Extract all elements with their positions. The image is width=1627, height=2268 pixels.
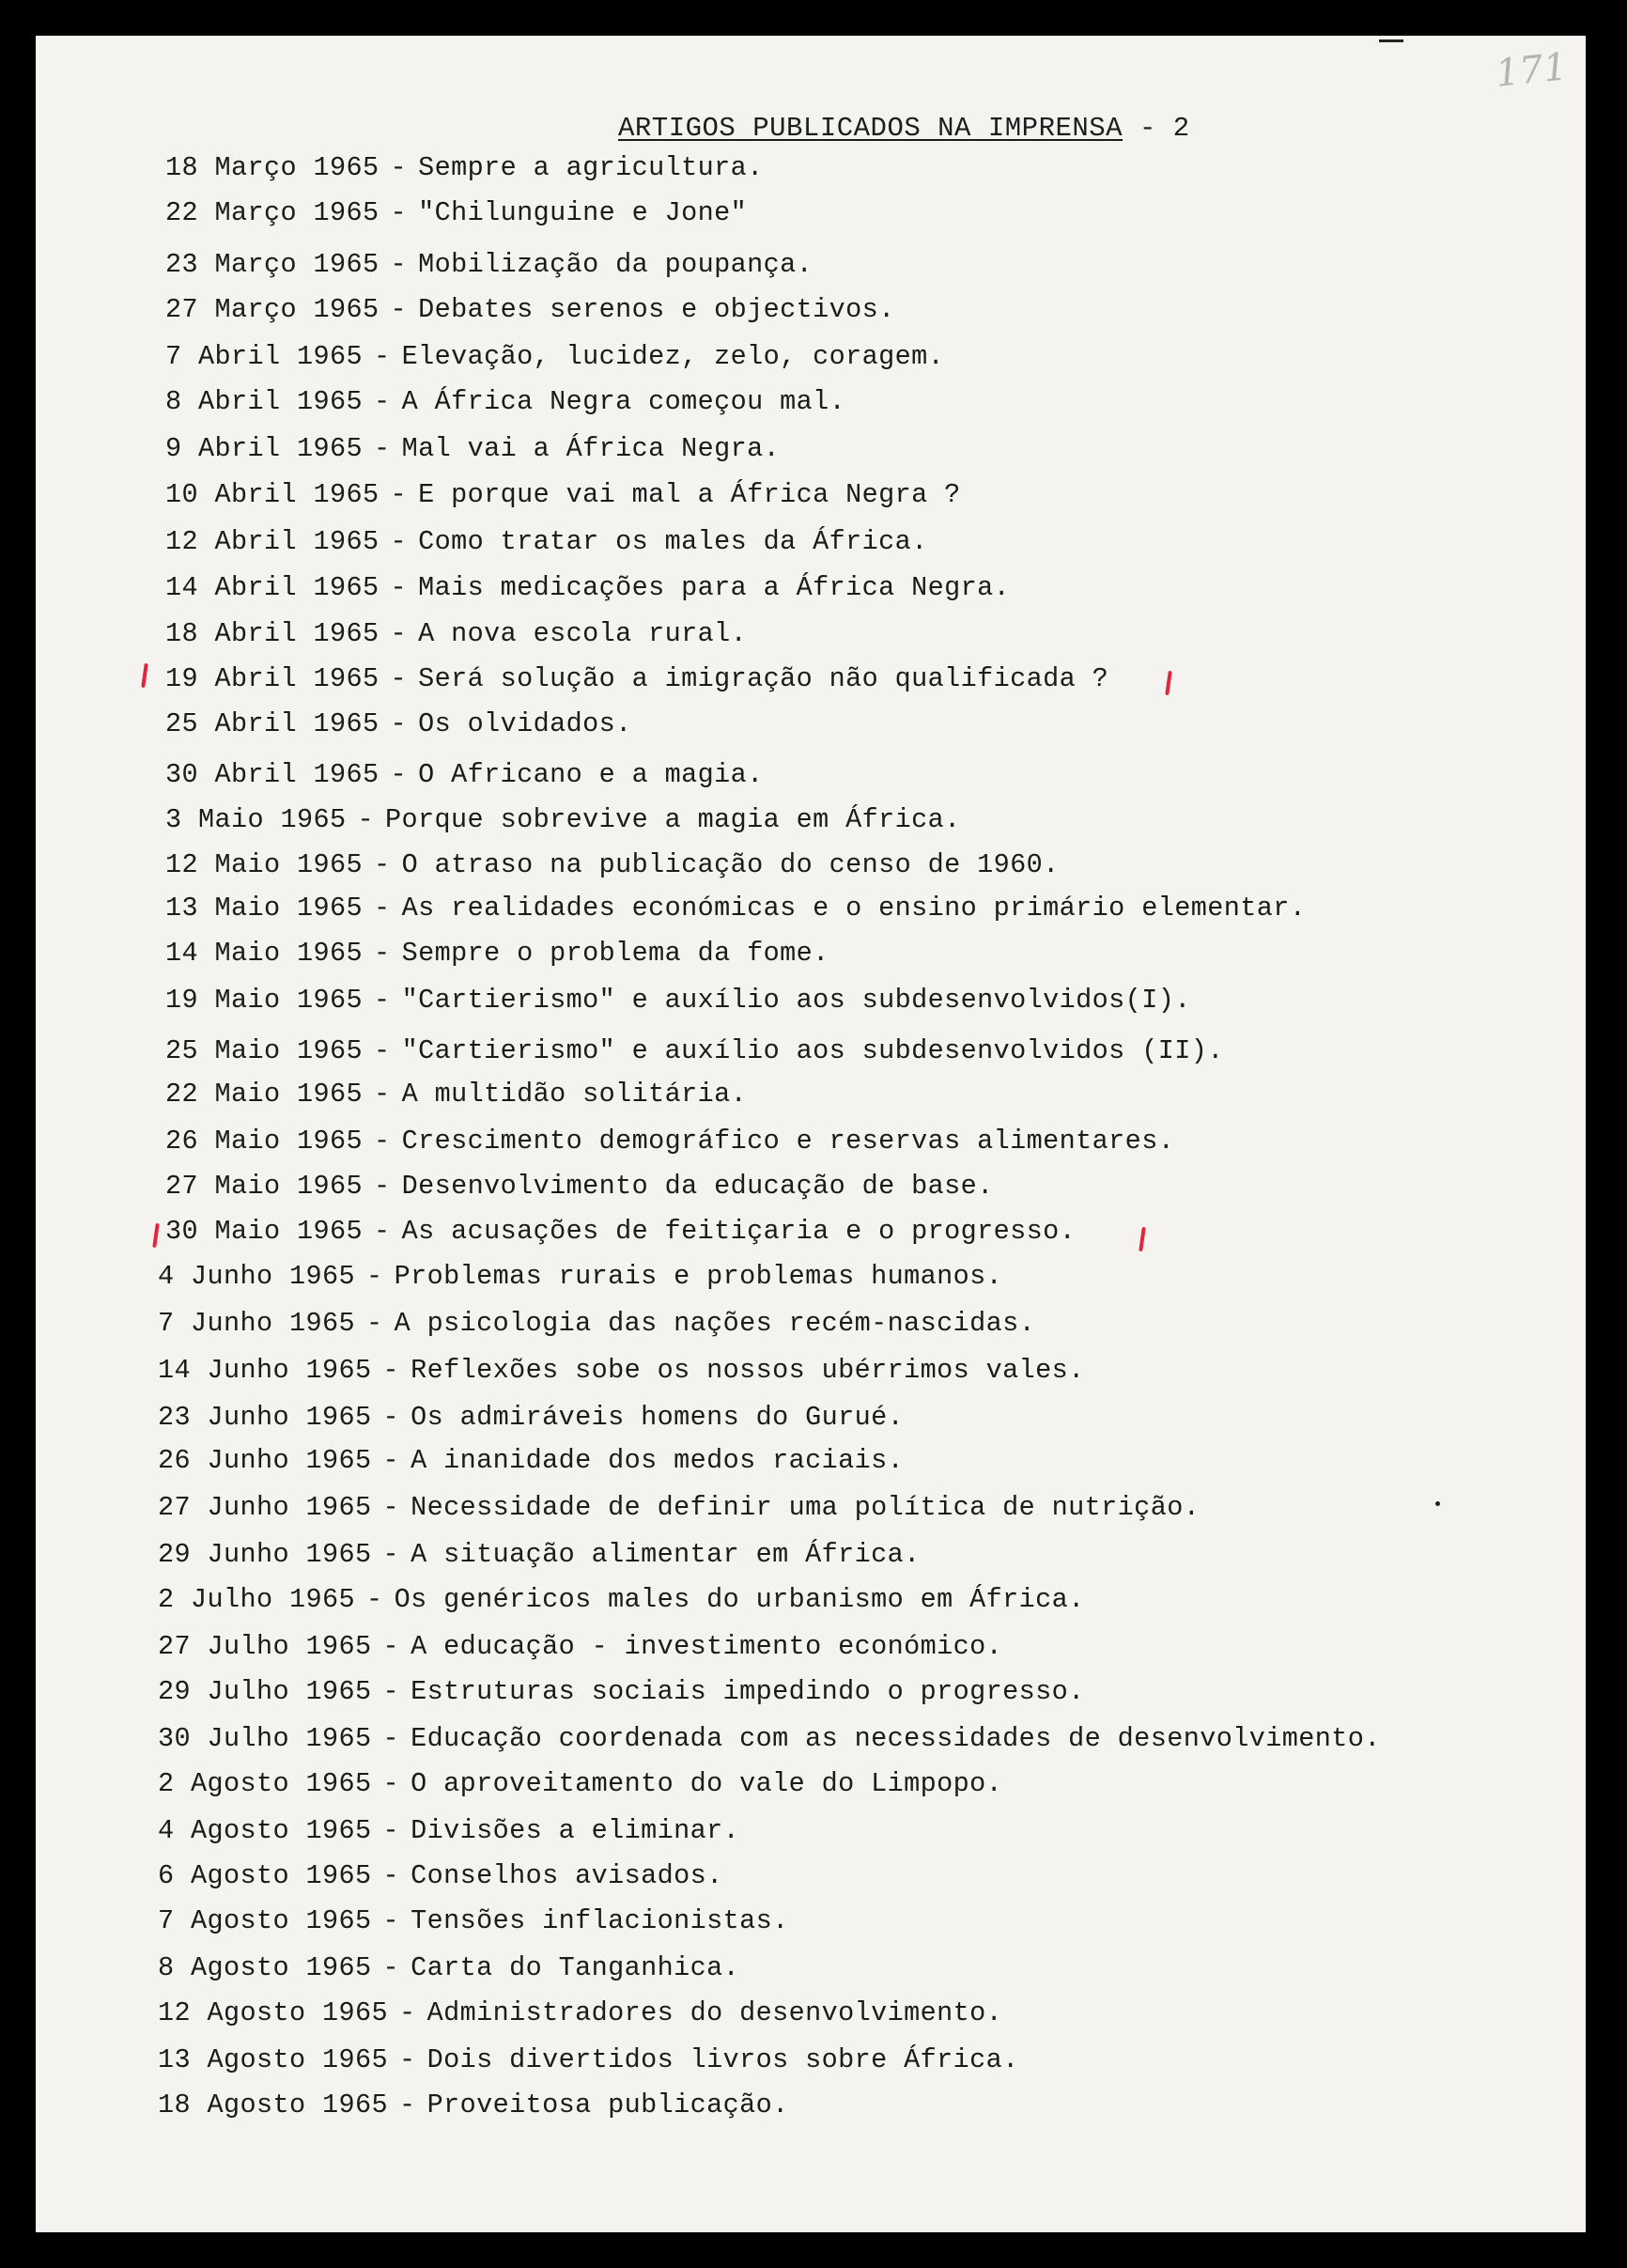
entry-title: Estruturas sociais impedindo o progresso. [411,1676,1085,1707]
entry-date: 7 Junho 1965 [158,1308,356,1339]
list-item [165,1216,1076,1247]
list-item [158,1631,1002,1662]
entry-date: 7 Abril 1965 [165,341,364,372]
entry-date: 2 Agosto 1965 [158,1768,372,1799]
entry-date: 8 Abril 1965 [165,386,364,417]
entry-date: 13 Agosto 1965 [158,2044,389,2075]
list-item [165,197,747,228]
entry-title: Mais medicações para a África Negra. [418,572,1011,603]
entry-date: 27 Março 1965 [165,294,380,325]
entry-date: 26 Junho 1965 [158,1445,372,1476]
entry-date: 14 Abril 1965 [165,572,380,603]
entry-date: 18 Abril 1965 [165,618,380,649]
entry-separator: - [357,804,375,835]
entry-separator: - [382,1860,400,1891]
list-item [158,2089,789,2120]
entry-title: Será solução a imigração não qualificada ? [418,663,1109,694]
entry-separator: - [390,759,408,790]
entry-separator: - [390,572,408,603]
entry-date: 4 Agosto 1965 [158,1815,372,1846]
list-item [165,1171,994,1202]
entry-date: 8 Agosto 1965 [158,1952,372,1983]
entry-title: Sempre a agricultura. [418,152,764,183]
entry-separator: - [390,294,408,325]
list-item [165,663,1108,694]
entry-date: 2 Julho 1965 [158,1584,356,1615]
document-title-suffix: - 2 [1139,113,1190,144]
list-item [165,708,632,739]
entry-separator: - [382,1402,400,1433]
entry-date: 19 Abril 1965 [165,663,380,694]
entry-date: 18 Agosto 1965 [158,2089,389,2120]
entry-title: Os genéricos males do urbanismo em África. [394,1584,1085,1615]
entry-title: Tensões inflacionistas. [411,1905,789,1936]
entry-date: 30 Julho 1965 [158,1723,372,1754]
entry-date: 9 Abril 1965 [165,433,364,464]
entry-title: "Cartierismo" e auxílio aos subdesenvolvidos (II). [401,1035,1224,1066]
entry-date: 30 Maio 1965 [165,1216,364,1247]
entry-separator: - [374,1171,391,1202]
entry-separator: - [382,1723,400,1754]
entry-title: Reflexões sobe os nossos ubérrimos vales. [411,1355,1085,1386]
entry-title: Divisões a eliminar. [411,1815,740,1846]
entry-separator: - [390,479,408,510]
entry-date: 7 Agosto 1965 [158,1905,372,1936]
list-item [165,1079,747,1110]
entry-separator: - [366,1308,383,1339]
entry-title: Os admiráveis homens do Gurué. [411,1402,905,1433]
entry-separator: - [374,938,391,969]
entry-title: A África Negra começou mal. [401,386,846,417]
entry-date: 26 Maio 1965 [165,1126,364,1157]
entry-date: 12 Abril 1965 [165,526,380,557]
entry-separator: - [374,386,391,417]
entry-date: 10 Abril 1965 [165,479,380,510]
entry-title: Proveitosa publicação. [426,2089,789,2120]
entry-title: Necessidade de definir uma política de nutrição. [411,1492,1201,1523]
entry-separator: - [390,152,408,183]
entry-title: Educação coordenada com as necessidades de desenvolvimento. [411,1723,1381,1754]
entry-date: 29 Julho 1965 [158,1676,372,1707]
entry-date: 27 Julho 1965 [158,1631,372,1662]
document-page [36,36,1586,2232]
entry-separator: - [399,2089,416,2120]
entry-title: A situação alimentar em África. [411,1539,921,1570]
entry-separator: - [374,433,391,464]
entry-title: A multidão solitária. [401,1079,748,1110]
list-item [165,479,961,510]
entry-separator: - [399,2044,416,2075]
entry-separator: - [374,1126,391,1157]
entry-date: 25 Abril 1965 [165,708,380,739]
entry-date: 6 Agosto 1965 [158,1860,372,1891]
entry-title: Sempre o problema da fome. [401,938,829,969]
entry-separator: - [382,1631,400,1662]
entry-date: 29 Junho 1965 [158,1539,372,1570]
list-item [165,386,845,417]
entry-date: 14 Maio 1965 [165,938,364,969]
entry-separator: - [390,663,408,694]
entry-separator: - [382,1676,400,1707]
entry-separator: - [390,618,408,649]
article-list [36,36,1586,2232]
entry-title: Dois divertidos livros sobre África. [426,2044,1019,2075]
entry-title: O Africano e a magia. [418,759,764,790]
list-item [165,985,1191,1016]
list-item [158,1539,921,1570]
document-title: ARTIGOS PUBLICADOS NA IMPRENSA [618,113,1123,144]
list-item [158,1905,789,1936]
list-item [165,526,928,557]
entry-title: Problemas rurais e problemas humanos. [394,1261,1003,1292]
entry-separator: - [374,1216,391,1247]
entry-separator: - [374,1035,391,1066]
entry-title: Conselhos avisados. [411,1860,723,1891]
entry-separator: - [390,708,408,739]
entry-title: Crescimento demográfico e reservas alimentares. [401,1126,1175,1157]
entry-date: 23 Março 1965 [165,249,380,280]
entry-separator: - [366,1584,383,1615]
entry-date: 25 Maio 1965 [165,1035,364,1066]
entry-title: "Cartierismo" e auxílio aos subdesenvolvidos(I). [401,985,1191,1016]
entry-separator: - [382,1445,400,1476]
entry-separator: - [399,1997,416,2028]
entry-title: Administradores do desenvolvimento. [426,1997,1003,2028]
entry-date: 27 Junho 1965 [158,1492,372,1523]
list-item [165,938,829,969]
list-item [165,849,1060,880]
entry-date: 30 Abril 1965 [165,759,380,790]
list-item [158,2044,1019,2075]
list-item [158,1308,1035,1339]
list-item [165,893,1306,924]
list-item [165,249,813,280]
entry-title: Elevação, lucidez, zelo, coragem. [401,341,945,372]
entry-separator: - [366,1261,383,1292]
list-item [165,294,895,325]
entry-date: 22 Maio 1965 [165,1079,364,1110]
list-item [158,1815,739,1846]
entry-title: Mal vai a África Negra. [401,433,781,464]
entry-date: 3 Maio 1965 [165,804,347,835]
entry-title: Debates serenos e objectivos. [418,294,895,325]
entry-date: 12 Maio 1965 [165,849,364,880]
list-item [165,804,961,835]
entry-separator: - [382,1815,400,1846]
list-item [158,1355,1085,1386]
entry-separator: - [374,849,391,880]
list-item [158,1860,723,1891]
entry-title: Os olvidados. [418,708,632,739]
list-item [158,1445,904,1476]
entry-date: 13 Maio 1965 [165,893,364,924]
entry-title: As acusações de feitiçaria e o progresso. [401,1216,1077,1247]
entry-separator: - [374,985,391,1016]
entry-title: Desenvolvimento da educação de base. [401,1171,994,1202]
list-item [158,1402,904,1433]
entry-date: 14 Junho 1965 [158,1355,372,1386]
entry-title: O atraso na publicação do censo de 1960. [401,849,1060,880]
list-item [158,1584,1085,1615]
entry-separator: - [382,1952,400,1983]
entry-date: 23 Junho 1965 [158,1402,372,1433]
entry-title: A nova escola rural. [418,618,748,649]
entry-separator: - [382,1539,400,1570]
entry-title: Como tratar os males da África. [418,526,928,557]
entry-separator: - [390,249,408,280]
entry-separator: - [382,1355,400,1386]
entry-date: 18 Março 1965 [165,152,380,183]
entry-title: E porque vai mal a África Negra ? [418,479,961,510]
entry-title: Porque sobrevive a magia em África. [385,804,961,835]
entry-separator: - [390,526,408,557]
list-item [158,1676,1085,1707]
entry-title: A inanidade dos medos raciais. [411,1445,905,1476]
entry-separator: - [382,1768,400,1799]
list-item [158,1997,1002,2028]
entry-separator: - [382,1905,400,1936]
list-item [158,1723,1381,1754]
entry-separator: - [374,893,391,924]
list-item [165,1126,1174,1157]
entry-separator: - [374,1079,391,1110]
entry-separator: - [390,197,408,228]
entry-title: "Chilunguine e Jone" [418,197,748,228]
entry-date: 12 Agosto 1965 [158,1997,389,2028]
entry-title: A psicologia das nações recém-nascidas. [394,1308,1036,1339]
list-item [165,152,764,183]
list-item [165,759,764,790]
entry-title: A educação - investimento económico. [411,1631,1003,1662]
list-item [158,1261,1002,1292]
entry-separator: - [374,341,391,372]
entry-title: Mobilização da poupança. [418,249,814,280]
entry-date: 22 Março 1965 [165,197,380,228]
ink-speck [1435,1501,1440,1506]
list-item [165,572,1010,603]
list-item [165,618,747,649]
list-item [165,341,944,372]
list-item [158,1768,1002,1799]
entry-separator: - [382,1492,400,1523]
entry-title: Carta do Tanganhica. [411,1952,740,1983]
list-item [158,1492,1200,1523]
list-item [165,1035,1224,1066]
entry-date: 19 Maio 1965 [165,985,364,1016]
entry-date: 4 Junho 1965 [158,1261,356,1292]
entry-title: O aproveitamento do vale do Limpopo. [411,1768,1003,1799]
list-item [158,1952,739,1983]
handwritten-page-number: 171 [1493,45,1570,96]
list-item [165,433,780,464]
entry-title: As realidades económicas e o ensino primário elementar. [401,893,1307,924]
entry-date: 27 Maio 1965 [165,1171,364,1202]
